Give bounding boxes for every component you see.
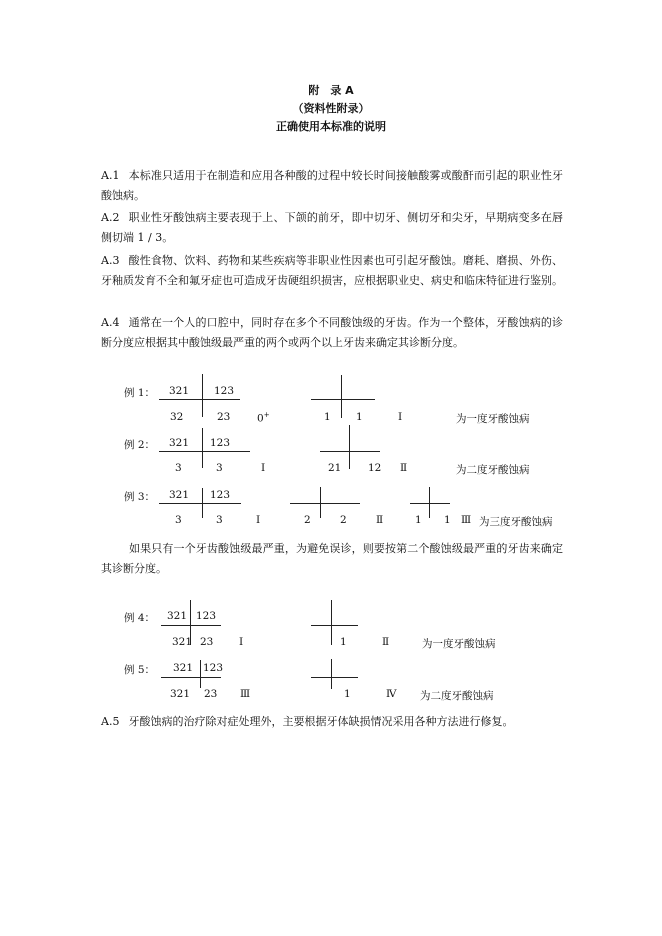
upper-left-teeth: 123 xyxy=(210,437,231,449)
upper-right-teeth: 321 xyxy=(169,437,190,449)
diagnosis-result: 为二度牙酸蚀病 xyxy=(456,464,530,476)
upper-left-teeth: 123 xyxy=(214,385,235,397)
grade-tooth-value: 21 xyxy=(328,462,342,474)
lower-right-teeth: 32 xyxy=(170,411,184,423)
roman-grade: Ⅱ xyxy=(376,514,384,526)
example-label: 例 2： xyxy=(124,439,156,451)
lower-right-teeth: 321 xyxy=(170,688,191,700)
paragraph-a3 xyxy=(101,251,563,291)
tooth-chart-horizontal-line xyxy=(311,625,358,626)
lower-left-teeth: 23 xyxy=(200,636,214,648)
tooth-chart-horizontal-line xyxy=(290,503,360,504)
paragraph-text: 通常在一个人的口腔中，同时存在多个不同酸蚀级的牙齿。作为一个整体，牙酸蚀病的诊断分度应根据其中酸蚀级最严重的两个或两个以上牙齿来确定其诊断分度。 xyxy=(101,316,563,349)
paragraph-text: 本标准只适用于在制造和应用各种酸的过程中较长时间接触酸雾或酸酐而引起的职业性牙酸蚀病。 xyxy=(101,169,563,202)
tooth-chart-vertical-line xyxy=(202,488,203,518)
tooth-chart-vertical-line xyxy=(331,600,332,645)
roman-grade: Ⅲ xyxy=(240,688,251,700)
tooth-chart-vertical-line xyxy=(429,487,430,518)
paragraph-text: 职业性牙酸蚀病主要表现于上、下颌的前牙，即中切牙、侧切牙和尖牙，早期病变多在唇侧切端 1 / 3。 xyxy=(101,211,563,244)
upper-right-teeth: 321 xyxy=(169,385,190,397)
paragraph-a2 xyxy=(101,208,563,248)
tooth-chart-horizontal-line xyxy=(410,503,450,504)
roman-grade: Ⅰ xyxy=(398,411,403,423)
tooth-chart-vertical-line xyxy=(331,659,332,689)
tooth-chart-vertical-line xyxy=(349,425,350,469)
paragraph-a1 xyxy=(101,166,563,206)
diagnosis-result: 为三度牙酸蚀病 xyxy=(479,516,553,528)
lower-right-teeth: 3 xyxy=(175,462,182,474)
roman-grade: Ⅱ xyxy=(400,462,408,474)
upper-right-teeth: 321 xyxy=(169,489,190,501)
tooth-chart-horizontal-line xyxy=(159,451,250,452)
paragraph-text: 牙酸蚀病的治疗除对症处理外，主要根据牙体缺损情况采用各种方法进行修复。 xyxy=(128,715,514,728)
tooth-chart-vertical-line xyxy=(320,487,321,518)
grade-tooth-value: 1 xyxy=(356,411,363,423)
roman-grade: Ⅲ xyxy=(461,514,472,526)
tooth-chart-horizontal-line xyxy=(161,625,221,626)
lower-right-teeth: 321 xyxy=(172,636,193,648)
tooth-chart-vertical-line xyxy=(202,428,203,468)
upper-right-teeth: 321 xyxy=(167,610,188,622)
upper-left-teeth: 123 xyxy=(210,489,231,501)
paragraph-a5 xyxy=(101,712,563,732)
roman-grade: Ⅰ xyxy=(239,636,244,648)
paragraph-number: A.4 xyxy=(101,316,120,329)
example-label: 例 5： xyxy=(124,664,156,676)
tooth-chart-vertical-line xyxy=(202,374,203,417)
appendix-subtitle: （资料性附录） xyxy=(292,102,370,115)
appendix-heading: 正确使用本标准的说明 xyxy=(276,120,386,133)
tooth-chart-horizontal-line xyxy=(311,677,358,678)
note-paragraph: 如果只有一个牙齿酸蚀级最严重，为避免误诊，则要按第二个酸蚀级最严重的牙齿来确定其诊断分度。 xyxy=(101,542,563,575)
roman-grade: Ⅰ xyxy=(261,462,266,474)
paragraph-a4 xyxy=(101,313,563,353)
grade-tooth-value: 1 xyxy=(444,514,451,526)
grade-tooth-value: 1 xyxy=(415,514,422,526)
tooth-chart-vertical-line xyxy=(200,660,201,688)
tooth-chart-horizontal-line xyxy=(311,399,375,400)
upper-right-teeth: 321 xyxy=(173,662,194,674)
grade-tooth-value: 2 xyxy=(340,514,347,526)
diagnosis-result: 为一度牙酸蚀病 xyxy=(456,413,530,425)
paragraph-number: A.2 xyxy=(101,211,120,224)
tooth-chart-horizontal-line xyxy=(159,503,241,504)
grade-tooth-value: 2 xyxy=(304,514,311,526)
paragraph-number: A.1 xyxy=(101,169,120,182)
example-label: 例 1： xyxy=(124,387,156,399)
upper-left-teeth: 123 xyxy=(203,662,224,674)
tooth-chart-horizontal-line xyxy=(320,451,380,452)
grade-tooth-value: 1 xyxy=(344,688,351,700)
paragraph-text: 酸性食物、饮料、药物和某些疾病等非职业性因素也可引起牙酸蚀。磨耗、磨损、外伤、牙釉质发育不全和氟牙症也可造成牙齿硬组织损害，应根据职业史、病史和临床特征进行鉴别。 xyxy=(101,254,563,287)
diagnosis-result: 为一度牙酸蚀病 xyxy=(422,638,496,650)
lower-right-teeth: 3 xyxy=(175,514,182,526)
tooth-chart-vertical-line xyxy=(341,375,342,418)
tooth-chart-horizontal-line xyxy=(161,677,221,678)
upper-left-teeth: 123 xyxy=(196,610,217,622)
roman-grade: Ⅳ xyxy=(386,688,397,700)
example-label: 例 4： xyxy=(124,612,156,624)
lower-left-teeth: 23 xyxy=(217,411,231,423)
lower-left-teeth: 23 xyxy=(204,688,218,700)
lower-left-teeth: 3 xyxy=(216,514,223,526)
diagnosis-result: 为二度牙酸蚀病 xyxy=(420,690,494,702)
paragraph-number: A.5 xyxy=(101,715,120,728)
roman-grade: Ⅰ xyxy=(256,514,261,526)
appendix-title: 附 录 A xyxy=(308,84,354,97)
grade-tooth-value: 12 xyxy=(368,462,382,474)
grade-tooth-value: 1 xyxy=(340,636,347,648)
paragraph-number: A.3 xyxy=(101,254,120,267)
example-label: 例 3： xyxy=(124,491,156,503)
tooth-chart-horizontal-line xyxy=(159,399,240,400)
roman-grade: Ⅱ xyxy=(382,636,390,648)
grade-zero: 0+ xyxy=(257,411,270,425)
grade-tooth-value: 1 xyxy=(324,411,331,423)
lower-left-teeth: 3 xyxy=(216,462,223,474)
